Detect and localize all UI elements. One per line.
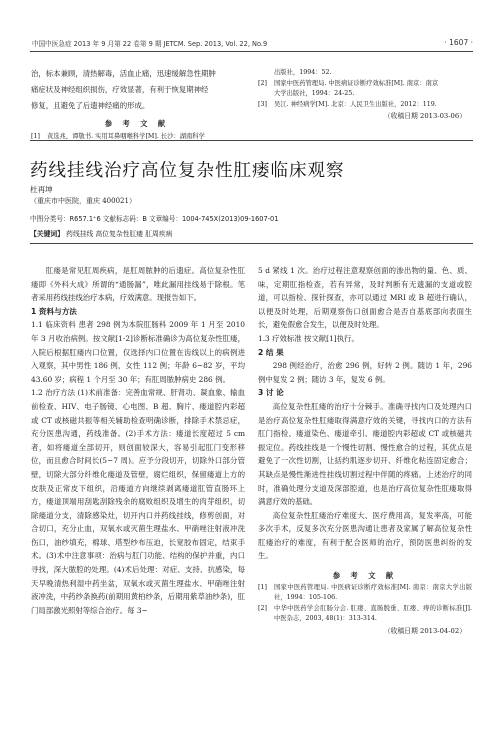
- section-heading: 1 资料与方法: [31, 306, 77, 316]
- body-paragraph: 1.3 疗效标准 按文献[1]执行。: [258, 333, 359, 343]
- reference-item: [258, 79, 472, 90]
- reference-number: [1]: [258, 583, 267, 591]
- reference-number: [258, 89, 274, 100]
- prev-article-left: [31, 66, 243, 143]
- body-paragraph: 肛瘘是常见肛周疾病，是肛周脓肿的后遗症。高位复杂性肛瘘即《外科大成》所谓的“通肠漏”，唯此漏用挂线易于除根。笔者采用药线挂线治疗本病，疗效满意。现报告如下。: [31, 266, 245, 303]
- body-paragraph: 5 d 紧线 1 次。治疗过程注意观察创面的渗出物的量、色、质、味，定期肛指检查，若有异常，及时判断有无遗漏的支道或腔道，可以指检、探针探查，亦可以通过 MRI 或 B 超进行确认，以便及时处理，后期观察伤口创面愈合是否自基底部向表面生长，避免假愈合发生，以便及时处理。: [258, 266, 472, 330]
- ref-heading: 参 考 文 献: [332, 571, 398, 581]
- reference-number: [3]: [258, 100, 267, 108]
- prev-ref-heading: 参 考 文 献: [104, 119, 170, 128]
- reference-item: [258, 89, 472, 100]
- reference-text: 国家中医药管理局. 中医病证诊断疗效标准[M]. 南京：南京大学出版社，1994：105-106.: [274, 583, 472, 602]
- prev-article-line: 痛症状及神经组织损伤，疗效显著，有利于恢复期神经: [31, 85, 209, 94]
- reference-list: [258, 583, 472, 625]
- header-rule: [30, 51, 473, 52]
- body-paragraph: 1.2 治疗方法 (1)术前准备：完善血常规、肝肾功、凝血象、输血前检查、HIV、电子肠镜、心电图、B 超、胸片、瘘道腔内彩超或 CT 或核磁共振等相关辅助检查明确诊断，排除手术禁忌症，充分医患沟通，药线准备。(2)手术方法：瘘道长度超过 5 cm者，如将瘘道全部切开，则创面较深大，容易引起肛门变形移位，而且愈合时间长(5~7 周)。应予分段切开，切除外口部分管壁，切除大部分纤维化瘘道及管壁，腐烂组织，保留瘘道上方的皮肤及正常皮下组织，沿瘘道方向继续剥离瘘道肛管直肠环上方，瘘道顶端用刮匙刮除残余的腐败组织及增生的肉芽组织，切除瘘道分支，清除感染灶，切开内口并药线挂线，修剪创面，对合切口，充分止血，双氧水或灭菌生理盐水、甲硝唑注射液冲洗伤口，油纱填充，棉球、塔型纱布压迫，长宽胶布固定，结束手术。(3)术中注意事项：治病与肛门功能、结构的保护并重，内口寻找，深大脓腔的处理。(4)术后处理：对症、支持、抗感染，每天早晚清热利湿中药坐盆，双氧水或灭菌生理盐水、甲硝唑注射液冲洗，中药纱条换药(前期用黄柏纱条，后期用紫草油纱条)，肛门局部激光照射等综合治疗。每 3~: [31, 388, 245, 615]
- article-title: 药线挂线治疗高位复杂性肛瘘临床观察: [30, 161, 345, 181]
- running-header: [32, 38, 473, 52]
- prev-received-date: （收稿日期 2013-03-06）: [383, 112, 466, 120]
- body-right-column: [258, 264, 472, 638]
- article-separator: [30, 140, 473, 141]
- reference-item: [258, 100, 472, 111]
- body-paragraph: 1.1 临床资料 患者 298 例为本院肛肠科 2009 年 1 月至 2010 年 3 月收治病例。按文献[1-2]诊断标准确诊为高位复杂性肛瘘，入院后根据肛瘘内口位置，仅选择内口位置在齿线以上的病例进入观察，其中男性 186 例，女性 112 例；年龄 6~82 岁，平均 43.60 岁；病程 1 个月至 30 年；有肛周脓肿病史 286 例。: [31, 320, 245, 384]
- reference-text: 中华中医药学会肛肠分会. 肛瘘、直肠脱垂、肛瘘、痔的诊断标准[J]. 中医杂志，2003, 48(1)：313-314.: [274, 604, 472, 623]
- prev-ref-list-right: [258, 68, 472, 110]
- keywords-label: 【关键词】: [30, 230, 64, 238]
- reference-number: [258, 68, 274, 79]
- body-right-text: [258, 264, 472, 563]
- reference-item: [258, 604, 472, 625]
- prev-article-line: 治，标本兼顾，清热解毒，活血止痛，迅速缓解急性期肿: [31, 69, 216, 78]
- reference-number: [1]: [31, 133, 40, 140]
- body-paragraph: 高位复杂性肛瘘的治疗十分棘手。准确寻找内口及处理内口是治疗高位复杂性肛瘘取得满意疗效的关键，寻找内口的方法有肛门指检、瘘道染色、瘘道牵引、瘘道腔内彩超或 CT 或核磁共振定位。药线挂线是一个慢性切割、慢性愈合的过程，其优点是避免了一次性切割，让括约肌逐步切开、纤维化粘连固定愈合；其缺点是慢性渐进性挂线切割过程中伴随的疼痛。上述治疗的同时，准确处理分支道及深部腔道，也是治疗高位复杂性肛瘘取得满意疗效的基础。: [258, 401, 472, 507]
- prev-article-lines: [31, 66, 243, 114]
- section-heading: 2 结 果: [258, 347, 284, 357]
- keywords: [30, 228, 172, 238]
- affiliation: （重庆市中医院，重庆 400021）: [30, 197, 136, 205]
- reference-text: 大学出版社，1994：24-25.: [274, 90, 355, 97]
- reference-text: 国家中医药管理局. 中医病证诊断疗效标准[M]. 南京：南京: [274, 79, 439, 87]
- body-paragraph: 298 例经治疗，治愈 296 例，好转 2 例。随访 1 年，296 例中复发 2 例；随访 3 年，复发 6 例。: [258, 361, 472, 384]
- prev-article-right: [258, 68, 472, 124]
- reference-item: [258, 68, 472, 79]
- journal-header-text: 中国中医急症 2013 年 9 月第 22 卷第 9 期 JETCM. Sep. 2013, Vol. 22, No.9: [32, 40, 268, 48]
- classification-meta: 中图分类号：R657.1⁺6 文献标志码：B 文章编号：1004-745X(2013)09-1607-01: [30, 215, 279, 223]
- page-number: · 1607 ·: [444, 38, 473, 47]
- received-date: （收稿日期 2013-04-02）: [383, 626, 466, 635]
- prev-article-line: 修复，且避免了后遗神经痛的形成。: [31, 101, 150, 110]
- reference-item: [258, 583, 472, 604]
- body-paragraph: 高位复杂性肛瘘治疗难度大、医疗费用高，复发率高，可能多次手术，反复多次充分医患沟通让患者及家属了解高位复杂性肛瘘治疗的难度，有利于配合医师的治疗，预防医患纠纷的发生。: [258, 510, 472, 561]
- author: 杜再坤: [30, 185, 53, 194]
- keywords-text: 药线挂线 高位复杂性肛瘘 肛周疾病: [66, 230, 173, 238]
- reference-text: 吴江. 神经病学[M]. 北京：人民卫生出版社，2012：119.: [274, 100, 437, 108]
- body-left-column: [31, 264, 245, 617]
- reference-text: 黄选兆，谭敬书. 实用耳鼻咽喉科学[M]. 长沙：湖南科学: [47, 133, 205, 140]
- section-heading: 3 讨 论: [258, 388, 284, 398]
- reference-number: [2]: [258, 604, 267, 612]
- reference-text: 出版社，1994：52.: [274, 69, 332, 76]
- keywords-rule: [30, 243, 473, 244]
- reference-number: [2]: [258, 79, 267, 87]
